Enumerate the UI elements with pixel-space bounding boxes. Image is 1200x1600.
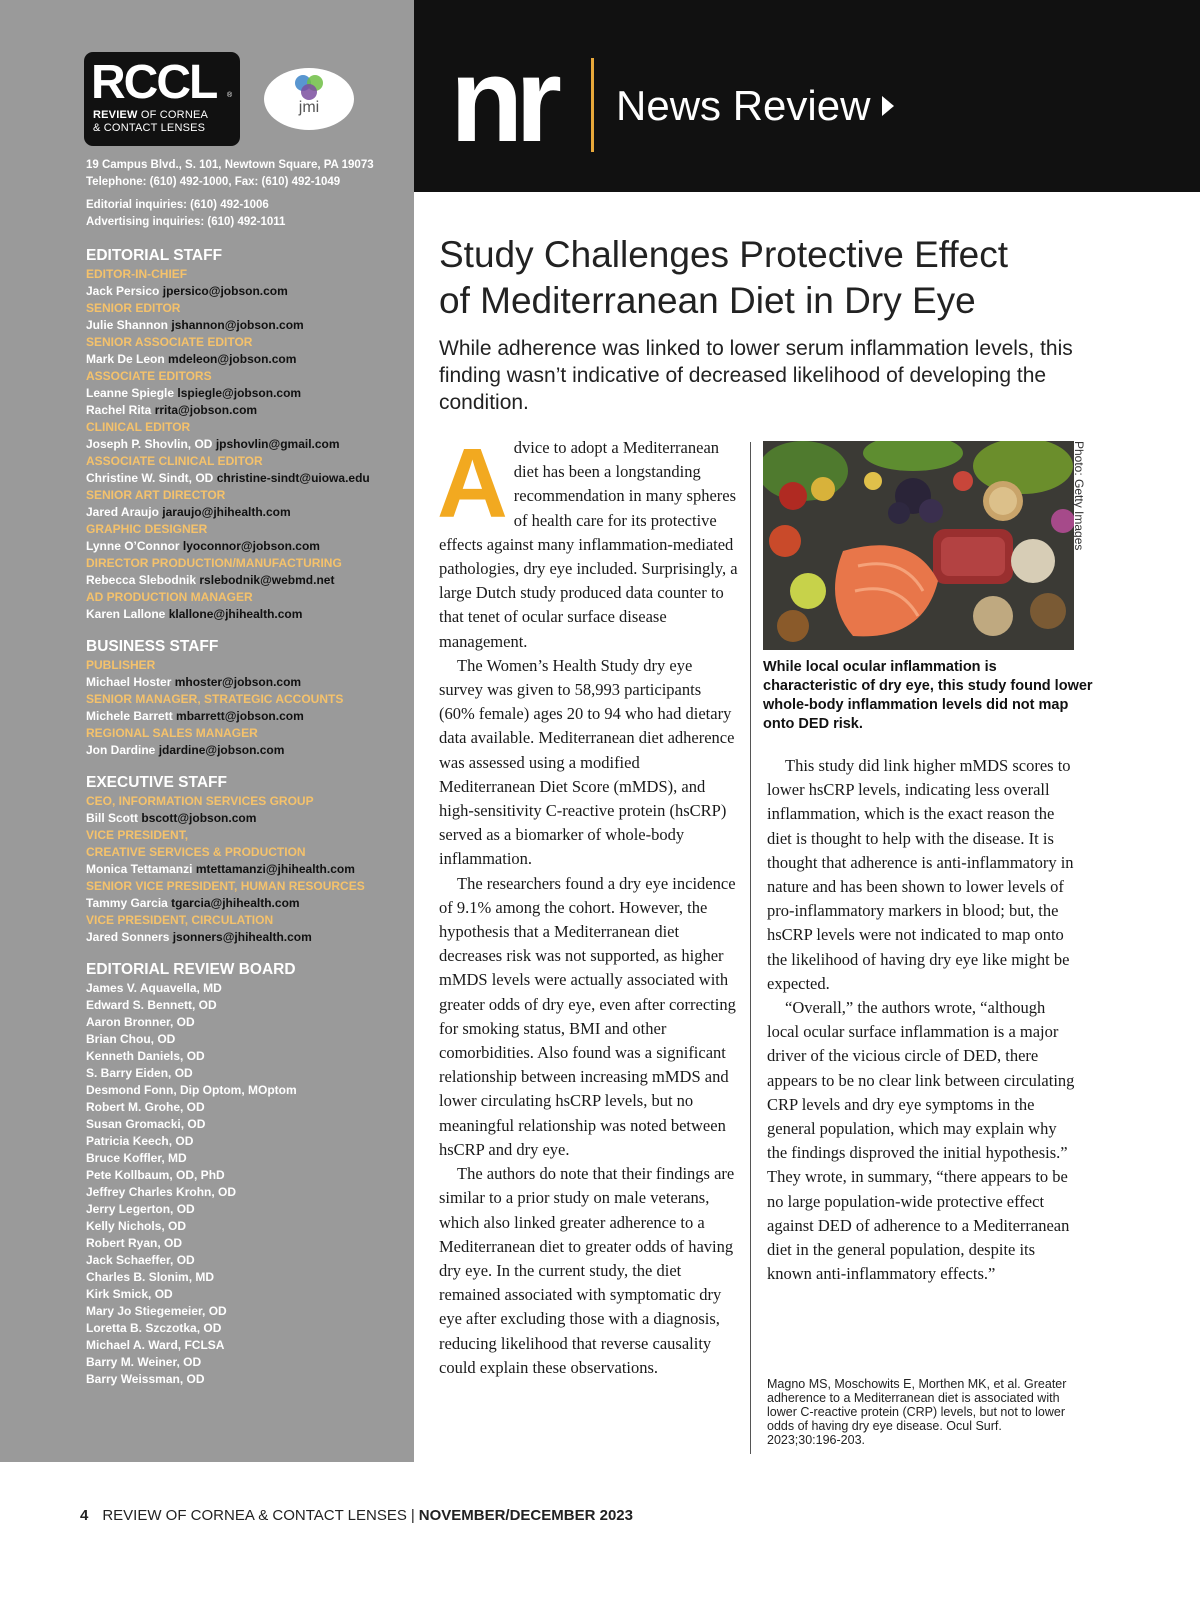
review-board-member: Barry M. Weiner, OD [86,1355,202,1369]
staff-role: VICE PRESIDENT, [86,828,189,842]
review-board-member: Jerry Legerton, OD [86,1202,195,1216]
article-paragraph: Advice to adopt a Mediterranean diet has been a longstanding recommendation in many spheres of health care for its protective effects against many inflammation-mediated pathologies, dry eye included. Surprisingly, a large Dutch study produced data counter to that tenet of ocular surface disease management. [437,428,738,651]
staff-email: rslebodnik@webmd.net [199,573,335,587]
staff-role: ASSOCIATE EDITORS [86,369,212,383]
staff-role: DIRECTOR PRODUCTION/MANUFACTURING [86,556,342,570]
review-board-member: Robert Ryan, OD [86,1236,183,1250]
photo-credit: Photo: Getty Images [1072,441,1086,551]
staff-person: Leanne Spiegle lspiegle@jobson.com [86,386,302,400]
business-staff-title: BUSINESS STAFF [86,638,219,655]
masthead-sidebar [0,0,414,1462]
staff-person: Monica Tettamanzi mtettamanzi@jhihealth.com [86,862,355,876]
rccl-logo-text: RCCL [91,56,217,109]
article-paragraph: The authors do note that their findings are similar to a prior study on male veterans, which also linked greater adherence to a Mediterranean diet to greater odds of having dry eye. In the current study, the diet remained associated with symptomatic dry eye after excluding those with a diagnosis, reducing likelihood that reverse causality could explain these observations. [439,1164,735,1377]
review-board-member: Kenneth Daniels, OD [86,1049,205,1063]
article-paragraph: This study did link higher mMDS scores to lower hsCRP levels, indicating less overall inflammation, which is the exact reason the diet is thought to help with the disease. It is thought that adherence is anti-inflammatory in nature and has been shown to lower levels of pro-inflammatory markers in blood; but, the hsCRP levels were not indicated to map onto the likelihood of having dry eye like might be expected. [767,756,1074,993]
header-divider [591,58,594,152]
staff-role: SENIOR VICE PRESIDENT, HUMAN RESOURCES [86,879,365,893]
column-divider [750,442,751,1454]
review-board-member: Kirk Smick, OD [86,1287,173,1301]
staff-person: Jared Sonners jsonners@jhihealth.com [86,930,312,944]
staff-email: mhoster@jobson.com [174,675,302,689]
staff-role: PUBLISHER [86,658,156,672]
advertising-inquiries: Advertising inquiries: (610) 492-1011 [86,216,286,228]
staff-role: CREATIVE SERVICES & PRODUCTION [86,845,306,859]
review-board-member: Mary Jo Stiegemeier, OD [86,1304,227,1318]
review-board-member: S. Barry Eiden, OD [86,1066,193,1080]
review-board-member: Michael A. Ward, FCLSA [86,1338,225,1352]
staff-list [86,246,410,1388]
review-board-member: James V. Aquavella, MD [86,981,222,995]
review-board-list [86,980,410,1388]
article-column-left [437,428,739,1380]
review-board-member: Charles B. Slonim, MD [86,1270,215,1284]
staff-role: SENIOR ART DIRECTOR [86,488,226,502]
staff-email: rrita@jobson.com [154,403,258,417]
staff-role: GRAPHIC DESIGNER [86,522,208,536]
staff-email: lyoconnor@jobson.com [182,539,320,553]
staff-email: jpersico@jobson.com [162,284,288,298]
publication-name: REVIEW OF CORNEA & CONTACT LENSES [102,1507,407,1524]
staff-email: lspiegle@jobson.com [177,386,302,400]
staff-role: CEO, INFORMATION SERVICES GROUP [86,794,314,808]
staff-person: Rachel Rita rrita@jobson.com [86,403,258,417]
staff-email: mdeleon@jobson.com [168,352,297,366]
staff-email: jshannon@jobson.com [171,318,304,332]
staff-role: AD PRODUCTION MANAGER [86,590,253,604]
staff-person: Mark De Leon mdeleon@jobson.com [86,352,297,366]
review-board-member: Patricia Keech, OD [86,1134,194,1148]
staff-role: CLINICAL EDITOR [86,420,191,434]
review-board-member: Jeffrey Charles Krohn, OD [86,1185,237,1199]
staff-email: tgarcia@jhihealth.com [171,896,300,910]
staff-person: Tammy Garcia tgarcia@jhihealth.com [86,896,300,910]
article-paragraph: “Overall,” the authors wrote, “although local ocular surface inflammation is a major driver of the vicious circle of DED, there appears to be no clear link between circulating CRP levels and dry eye symptoms in the general population, which may explain why the findings disproved the initial hypothesis.” They wrote, in summary, “there appears to be no large population-wide protective effect against DED of adherence to a Mediterranean diet in the general population, despite its known anti-inflammatory effects.” [767,998,1075,1284]
address: 19 Campus Blvd., S. 101, Newtown Square, PA 19073 [86,159,374,171]
staff-person: Michele Barrett mbarrett@jobson.com [86,709,304,723]
jmi-logo-text: jmi [298,99,320,116]
food-photo [763,441,1074,650]
staff-person: Jack Persico jpersico@jobson.com [86,284,288,298]
article-reference: Magno MS, Moschowits E, Morthen MK, et al. Greater adherence to a Mediterranean diet is associated with lower C-reactive protein (CRP) levels, but not to lower odds of having dry eye disease. Ocul Surf. 2023;30:196-203. [767,1377,1067,1447]
review-board-member: Edward S. Bennett, OD [86,998,217,1012]
staff-person: Jon Dardine jdardine@jobson.com [86,743,285,757]
review-board-member: Jack Schaeffer, OD [86,1253,195,1267]
staff-email: mtettamanzi@jhihealth.com [195,862,355,876]
staff-email: bscott@jobson.com [141,811,257,825]
jmi-logo [264,68,354,130]
staff-email: christine-sindt@uiowa.edu [216,471,370,485]
page-number: 4 [80,1507,89,1524]
review-board-member: Pete Kollbaum, OD, PhD [86,1168,225,1182]
review-board-member: Barry Weissman, OD [86,1372,205,1386]
staff-email: jaraujo@jhihealth.com [162,505,291,519]
editorial-inquiries: Editorial inquiries: (610) 492-1006 [86,199,269,211]
staff-email: jpshovlin@gmail.com [215,437,340,451]
page-footer [80,1506,633,1526]
review-board-member: Desmond Fonn, Dip Optom, MOptom [86,1083,297,1097]
triangle-right-icon [882,96,894,116]
review-board-member: Kelly Nichols, OD [86,1219,187,1233]
staff-person: Jared Araujo jaraujo@jhihealth.com [86,505,291,519]
article-headline: Study Challenges Protective Effect of Mediterranean Diet in Dry Eye [439,234,1009,321]
staff-email: mbarrett@jobson.com [176,709,304,723]
staff-email: klallone@jhihealth.com [168,607,303,621]
staff-person: Michael Hoster mhoster@jobson.com [86,675,302,689]
editorial-staff-title: EDITORIAL STAFF [86,247,223,264]
staff-person: Christine W. Sindt, OD christine-sindt@uiowa.edu [86,471,370,485]
rccl-logo-subtitle: REVIEW OF CORNEA & CONTACT LENSES [93,109,209,134]
staff-role: SENIOR EDITOR [86,301,181,315]
review-board-member: Loretta B. Szczotka, OD [86,1321,222,1335]
article-paragraph: The Women’s Health Study dry eye survey was given to 58,993 participants (60% female) ages 20 to 94 who had dietary data available. Mediterranean diet adherence was assessed using a modified Mediterranean Diet Score (mMDS), and high-sensitivity C-reactive protein (hsCRP) served as a biomarker of whole-body inflammation. [439,655,735,869]
staff-role: REGIONAL SALES MANAGER [86,726,258,740]
article-paragraph: The researchers found a dry eye incidence of 9.1% among the cohort. However, the hypothesis that a Mediterranean diet decreases risk was not supported, as higher mMDS levels were actually associated with greater odds of dry eye, even after correcting for smoking status, BMI and other comorbidities. Also found was a significant relationship between increasing mMDS and lower circulating hsCRP levels, but no meaningful relationship was noted between hsCRP and dry eye. [439,873,736,1159]
review-board-member: Aaron Bronner, OD [86,1015,195,1029]
drop-cap: A [437,428,508,538]
staff-role: SENIOR MANAGER, STRATEGIC ACCOUNTS [86,692,344,706]
review-board-member: Susan Gromacki, OD [86,1117,206,1131]
staff-person: Joseph P. Shovlin, OD jpshovlin@gmail.com [86,437,340,451]
executive-staff-title: EXECUTIVE STAFF [86,774,227,791]
issue-date: NOVEMBER/DECEMBER 2023 [418,1507,633,1524]
staff-person: Julie Shannon jshannon@jobson.com [86,318,304,332]
rccl-logo [84,52,240,146]
registered-mark: ® [227,92,233,99]
staff-person: Bill Scott bscott@jobson.com [86,811,257,825]
section-title: News Review [616,80,894,132]
staff-role: ASSOCIATE CLINICAL EDITOR [86,454,263,468]
review-board-member: Brian Chou, OD [86,1032,176,1046]
staff-role: EDITOR-IN-CHIEF [86,267,188,281]
staff-role: VICE PRESIDENT, CIRCULATION [86,913,274,927]
footer-separator: | [410,1507,415,1524]
article-subhead: While adherence was linked to lower serum inflammation levels, this finding wasn’t indicative of decreased likelihood of developing the condition. [439,337,1073,414]
article-column-right [767,754,1075,1286]
nr-logo: nr [450,33,554,167]
staff-email: jsonners@jhihealth.com [172,930,312,944]
staff-person: Karen Lallone klallone@jhihealth.com [86,607,303,621]
photo-caption: While local ocular inflammation is characteristic of dry eye, this study found lower whole-body inflammation levels did not map onto DED risk. [763,659,1093,732]
staff-email: jdardine@jobson.com [158,743,285,757]
phone: Telephone: (610) 492-1000, Fax: (610) 492-1049 [86,176,341,188]
staff-person: Lynne O’Connor lyoconnor@jobson.com [86,539,320,553]
review-board-title: EDITORIAL REVIEW BOARD [86,961,296,978]
mediterranean-food-illustration [763,441,1074,650]
review-board-member: Robert M. Grohe, OD [86,1100,205,1114]
review-board-member: Bruce Koffler, MD [86,1151,187,1165]
staff-person: Rebecca Slebodnik rslebodnik@webmd.net [86,573,335,587]
staff-role: SENIOR ASSOCIATE EDITOR [86,335,253,349]
